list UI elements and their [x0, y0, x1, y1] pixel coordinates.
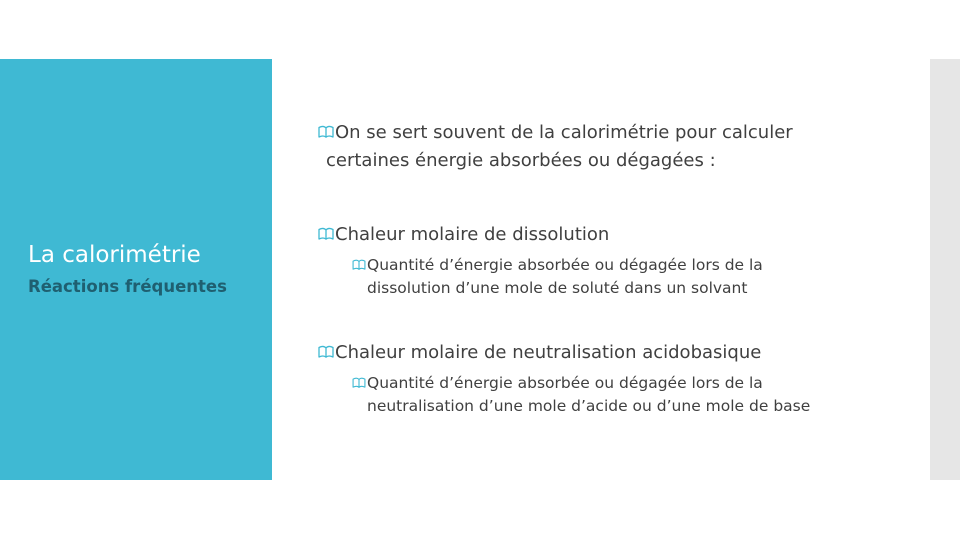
bullet-text: Quantité d’énergie absorbée ou dégagée lors de la: [367, 374, 763, 392]
side-bar: [930, 59, 960, 480]
sub-bullet-item: [352, 254, 763, 300]
sub-bullet-item: [352, 372, 810, 418]
bullet-text: On se sert souvent de la calorimétrie pour calculer: [335, 122, 793, 143]
bullet-text: Chaleur molaire de dissolution: [335, 224, 610, 245]
book-icon: [318, 125, 334, 138]
bullet-text-continued: neutralisation d’une mole d’acide ou d’une mole de base: [367, 397, 811, 415]
bullet-text-continued: dissolution d’une mole de soluté dans un solvant: [367, 279, 748, 297]
slide-subtitle: Réactions fréquentes: [28, 277, 227, 296]
book-icon: [352, 377, 366, 388]
book-icon: [318, 345, 334, 358]
bullet-text-continued: certaines énergie absorbées ou dégagées :: [326, 150, 716, 171]
bullet-item: [318, 339, 761, 367]
bullet-text: Quantité d’énergie absorbée ou dégagée lors de la: [367, 256, 763, 274]
bullet-item: [318, 119, 793, 175]
bullet-item: [318, 221, 609, 249]
slide-title: La calorimétrie: [28, 242, 201, 268]
bullet-text: Chaleur molaire de neutralisation acidobasique: [335, 342, 762, 363]
book-icon: [352, 259, 366, 270]
book-icon: [318, 227, 334, 240]
